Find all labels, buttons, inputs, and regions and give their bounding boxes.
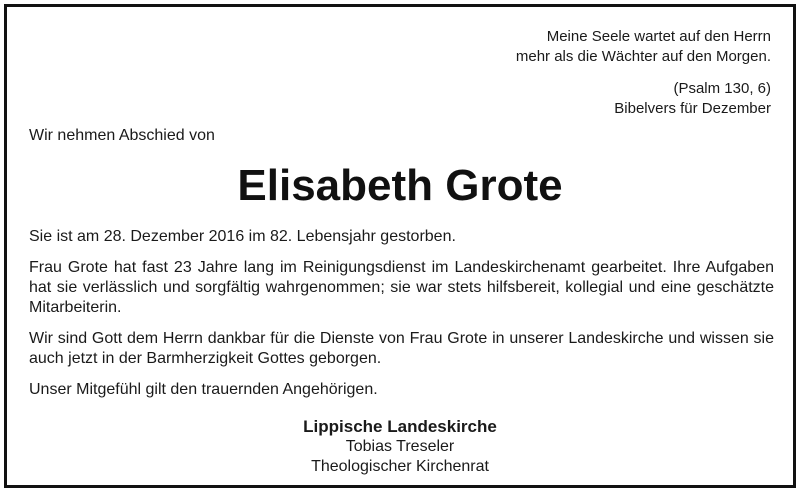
verse-source: Bibelvers für Dezember [614, 100, 771, 117]
signature-person: Tobias Treseler [345, 438, 455, 455]
deceased-name: Elisabeth Grote [237, 161, 563, 210]
signature-title: Theologischer Kirchenrat [311, 458, 489, 475]
verse-line: mehr als die Wächter auf den Morgen. [515, 48, 771, 65]
notice-body [29, 227, 774, 411]
verse-line: Meine Seele wartet auf den Herrn [546, 28, 771, 45]
paragraph: Sie ist am 28. Dezember 2016 im 82. Lebensjahr gestorben. [29, 228, 456, 245]
verse-reference: (Psalm 130, 6) [673, 80, 771, 97]
bible-verse [516, 27, 771, 119]
signature-organization: Lippische Landeskirche [303, 417, 497, 436]
paragraph: Frau Grote hat fast 23 Jahre lang im Reinigungsdienst im Landeskirchenamt gearbeitet. Ihre Aufgaben hat sie verlässlich und sorgfältig wahrgenommen; sie war stets hilfsbereit, kollegial und eine geschätzte Mitarbeiterin. [29, 259, 774, 316]
paragraph: Wir sind Gott dem Herrn dankbar für die Dienste von Frau Grote in unserer Landeskirche und wissen sie auch jetzt in der Barmherzigkeit Gottes geborgen. [29, 330, 774, 367]
intro-text: Wir nehmen Abschied von [29, 127, 215, 144]
obituary-notice [4, 4, 796, 488]
signature-block [7, 417, 793, 477]
paragraph: Unser Mitgefühl gilt den trauernden Angehörigen. [29, 381, 378, 398]
